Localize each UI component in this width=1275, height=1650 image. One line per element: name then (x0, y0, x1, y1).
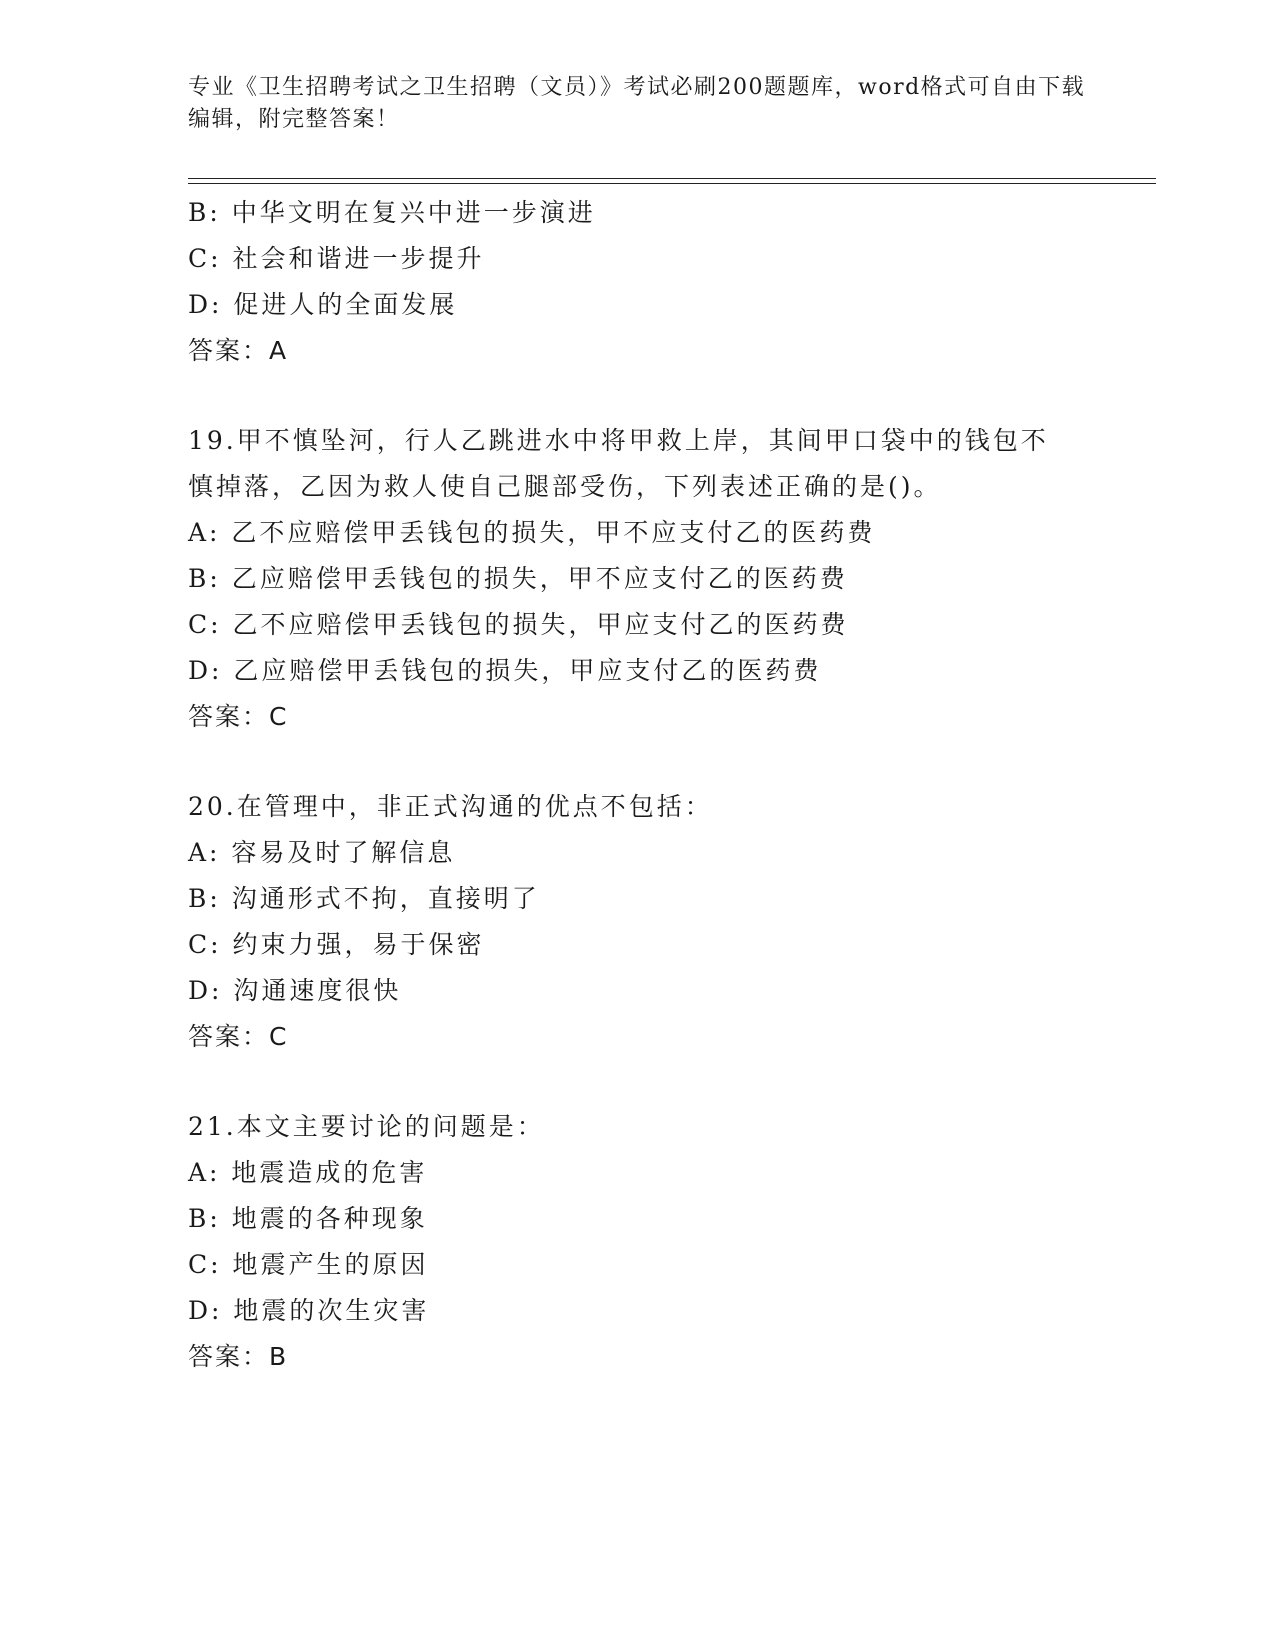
option-c: C: 乙不应赔偿甲丢钱包的损失，甲应支付乙的医药费 (188, 610, 849, 639)
option-c: C: 社会和谐进一步提升 (188, 244, 485, 273)
document-header: 专业《卫生招聘考试之卫生招聘（文员）》考试必刷200题题库，word格式可自由下载编辑，附完整答案！ (188, 75, 1086, 132)
spacer (188, 740, 1088, 784)
answer-line: 答案：C (188, 702, 289, 731)
option-b: B: 中华文明在复兴中进一步演进 (188, 198, 596, 227)
answer-line: 答案：B (188, 1342, 289, 1371)
option-d: D: 促进人的全面发展 (188, 290, 458, 319)
answer-line: 答案：A (188, 336, 289, 365)
option-d: D: 乙应赔偿甲丢钱包的损失，甲应支付乙的医药费 (188, 656, 822, 685)
option-a: A: 乙不应赔偿甲丢钱包的损失，甲不应支付乙的医药费 (188, 518, 876, 547)
question-stem-line-2: 慎掉落，乙因为救人使自己腿部受伤，下列表述正确的是()。 (188, 472, 942, 501)
question-19 (188, 418, 1088, 740)
spacer (188, 1060, 1088, 1104)
option-b: B: 乙应赔偿甲丢钱包的损失，甲不应支付乙的医药费 (188, 564, 848, 593)
option-b: B: 地震的各种现象 (188, 1204, 428, 1233)
answer-line: 答案：C (188, 1022, 289, 1051)
question-21 (188, 1104, 1088, 1380)
option-c: C: 约束力强，易于保密 (188, 930, 485, 959)
option-a: A: 容易及时了解信息 (188, 838, 456, 867)
spacer (188, 374, 1088, 418)
option-b: B: 沟通形式不拘，直接明了 (188, 884, 540, 913)
option-d: D: 沟通速度很快 (188, 976, 402, 1005)
question-stem-line-1: 20.在管理中，非正式沟通的优点不包括： (188, 792, 713, 821)
prev-question-block (188, 190, 1088, 374)
option-d: D: 地震的次生灾害 (188, 1296, 430, 1325)
question-content (188, 190, 1088, 1380)
header-divider-bottom (188, 183, 1156, 184)
question-20 (188, 784, 1088, 1060)
header-divider-top (188, 178, 1156, 179)
question-stem-line-1: 21.本文主要讨论的问题是： (188, 1112, 545, 1141)
option-a: A: 地震造成的危害 (188, 1158, 428, 1187)
option-c: C: 地震产生的原因 (188, 1250, 429, 1279)
question-stem-line-1: 19.甲不慎坠河，行人乙跳进水中将甲救上岸，其间甲口袋中的钱包不 (188, 426, 1049, 455)
